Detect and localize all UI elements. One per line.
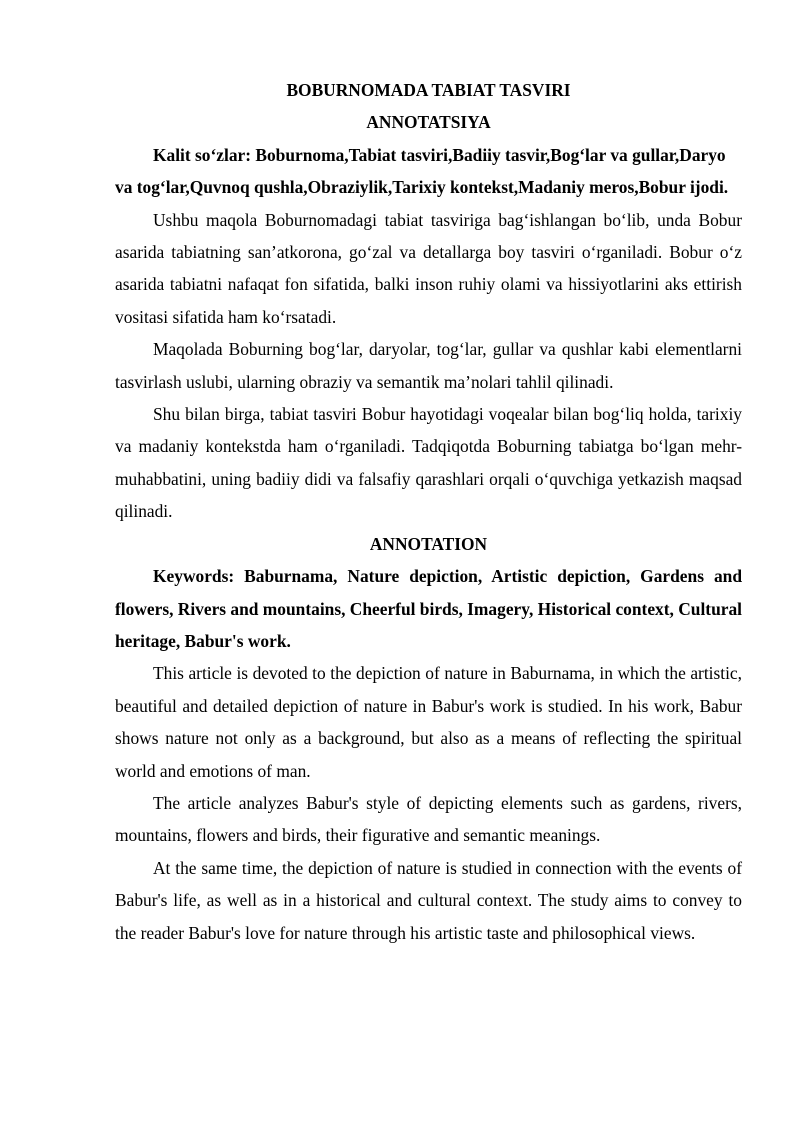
uz-annotation-heading: ANNOTATSIYA [366,112,491,133]
en-paragraph-3: At the same time, the depiction of nature is studied in connection with the events of Babur's life, as well as in a historical and cultural context. The study aims to convey to the reader Babur's love for nature through his artistic taste and philosophical views. [115,857,742,943]
en-paragraph-1: This article is devoted to the depiction of nature in Baburnama, in which the artistic, beautiful and detailed depiction of nature in Babur's work is studied. In his work, Babur shows nature not only as a background, but also as a means of reflecting the spiritual world and emotions of man. [115,663,742,781]
document-title: BOBURNOMADA TABIAT TASVIRI [286,80,571,100]
en-paragraph-2: The article analyzes Babur's style of depicting elements such as gardens, rivers, mountains, flowers and birds, their figurative and semantic meanings. [115,792,742,846]
uz-paragraph-2: Maqolada Boburning bog‘lar, daryolar, tog‘lar, gullar va qushlar kabi elementlarni tasvirlash uslubi, ularning obraziy va semantik ma’nolari tahlil qilinadi. [115,339,742,392]
document-page [115,74,742,949]
uz-paragraph-1: Ushbu maqola Boburnomadagi tabiat tasviriga bag‘ishlangan bo‘lib, unda Bobur asarida tabiatning san’atkorona, go‘zal va detallarga boy tasviri o‘rganiladi. Bobur o‘z asarida tabiatni nafaqat fon sifatida, balki inson ruhiy olami va hissiyotlarini aks ettirish vositasi sifatida ham ko‘rsatadi. [115,209,742,327]
uz-paragraph-3: Shu bilan birga, tabiat tasviri Bobur hayotidagi voqealar bilan bog‘liq holda, tarixiy va madaniy kontekstda ham o‘rganiladi. Tadqiqotda Boburning tabiatga bo‘lgan mehr-muhabbatini, uning badiiy didi va falsafiy qarashlari orqali o‘quvchiga yetkazish maqsad qilinadi. [115,404,742,522]
en-annotation-heading: ANNOTATION [369,533,488,554]
uz-keywords: Kalit so‘zlar: Boburnoma,Tabiat tasviri,Badiiy tasvir,Bog‘lar va gullar,Daryo va tog‘lar,Quvnoq qushla,Obraziylik,Tarixiy kontekst,Madaniy meros,Bobur ijodi. [115,144,729,198]
en-keywords: Keywords: Baburnama, Nature depiction, Artistic depiction, Gardens and flowers, Rivers and mountains, Cheerful birds, Imagery, Historical context, Cultural heritage, Babur's work. [115,566,742,651]
